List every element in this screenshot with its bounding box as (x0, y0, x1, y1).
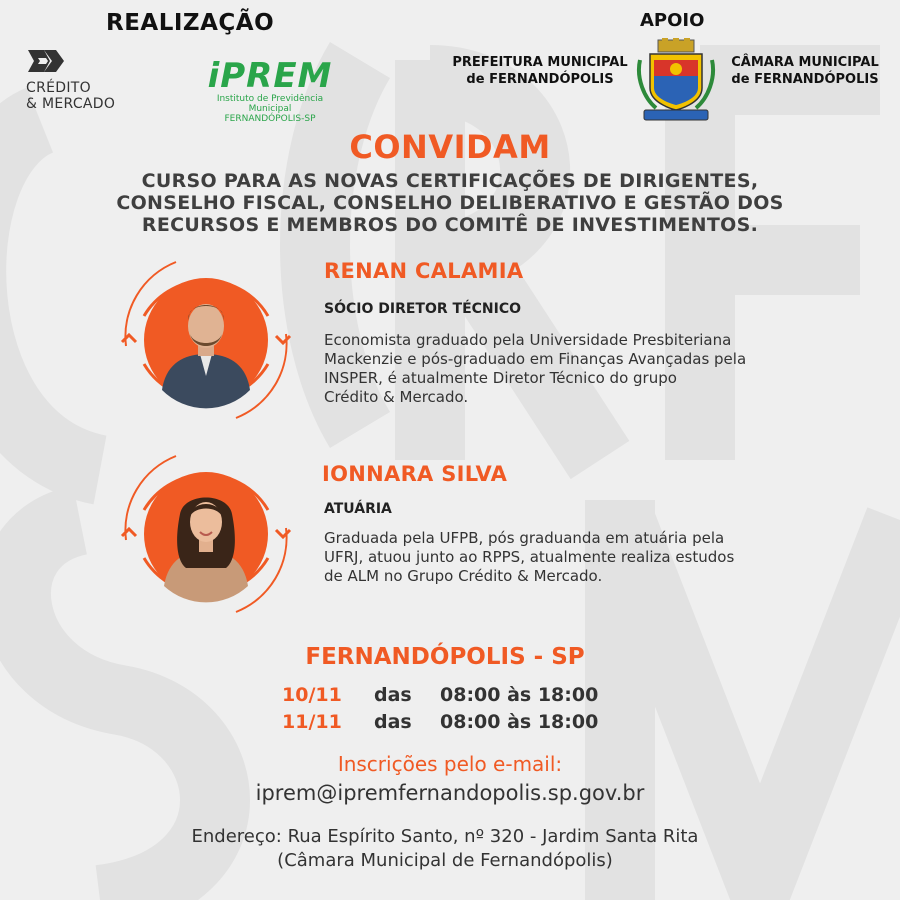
course-description: CURSO PARA AS NOVAS CERTIFICAÇÕES DE DIRIGENTES, CONSELHO FISCAL, CONSELHO DELIBERATIVO E GESTÃO DOS RECURSOS E MEMBROS DO COMITÊ DE INVESTIMENTOS. (116, 170, 784, 236)
iprem-wordmark: iPREM (207, 56, 333, 96)
speaker-1-name: RENAN CALAMIA (324, 259, 524, 283)
event-city: FERNANDÓPOLIS - SP (305, 644, 585, 670)
iprem-logo (200, 58, 340, 124)
event-date-row-2 (282, 711, 598, 733)
prefeitura-label: PREFEITURA MUNICIPAL de FERNANDÓPOLIS (452, 55, 628, 87)
iprem-location: FERNANDÓPOLIS-SP (224, 114, 316, 124)
convidam-title: CONVIDAM (349, 128, 551, 166)
event-date: 11/11 (282, 711, 342, 733)
apoio-heading: APOIO (640, 10, 705, 31)
speaker-2-name: IONNARA SILVA (322, 462, 508, 486)
event-date: 10/11 (282, 684, 342, 706)
credito-mercado-name: CRÉDITO & MERCADO (26, 80, 116, 112)
speaker-1-bio: Economista graduado pela Universidade Presbiteriana Mackenzie e pós-graduado em Finanças Avançadas pela INSPER, é atualmente Diretor Técnico do grupo Crédito & Mercado. (324, 331, 747, 406)
speaker-2-role: ATUÁRIA (324, 501, 392, 517)
speaker-2-frame (116, 444, 296, 624)
credito-mercado-logo (26, 46, 146, 112)
event-das: das (374, 711, 412, 733)
camara-label: CÂMARA MUNICIPAL de FERNANDÓPOLIS (731, 55, 879, 87)
realizacao-heading: REALIZAÇÃO (106, 10, 275, 36)
speaker-1-frame (116, 250, 296, 430)
coat-of-arms-icon (636, 38, 716, 124)
speaker-2-bio: Graduada pela UFPB, pós graduanda em atuária pela UFRJ, atuou junto ao RPPS, atualmente realiza estudos de ALM no Grupo Crédito & Mercado. (324, 529, 735, 585)
iprem-subtitle: Instituto de Previdência Municipal (216, 94, 324, 114)
registration-label: Inscrições pelo e-mail: (337, 752, 563, 776)
event-date-row-1 (282, 684, 598, 706)
registration-email-link[interactable]: iprem@ipremfernandopolis.sp.gov.br (255, 781, 645, 805)
event-time: 08:00 às 18:00 (440, 684, 599, 706)
event-das: das (374, 684, 412, 706)
speaker-1-role: SÓCIO DIRETOR TÉCNICO (324, 301, 522, 317)
event-time: 08:00 às 18:00 (440, 711, 599, 733)
credito-mercado-mark-icon (26, 46, 66, 76)
event-address: Endereço: Rua Espírito Santo, nº 320 - Jardim Santa Rita (Câmara Municipal de Fernandópolis) (191, 826, 699, 871)
